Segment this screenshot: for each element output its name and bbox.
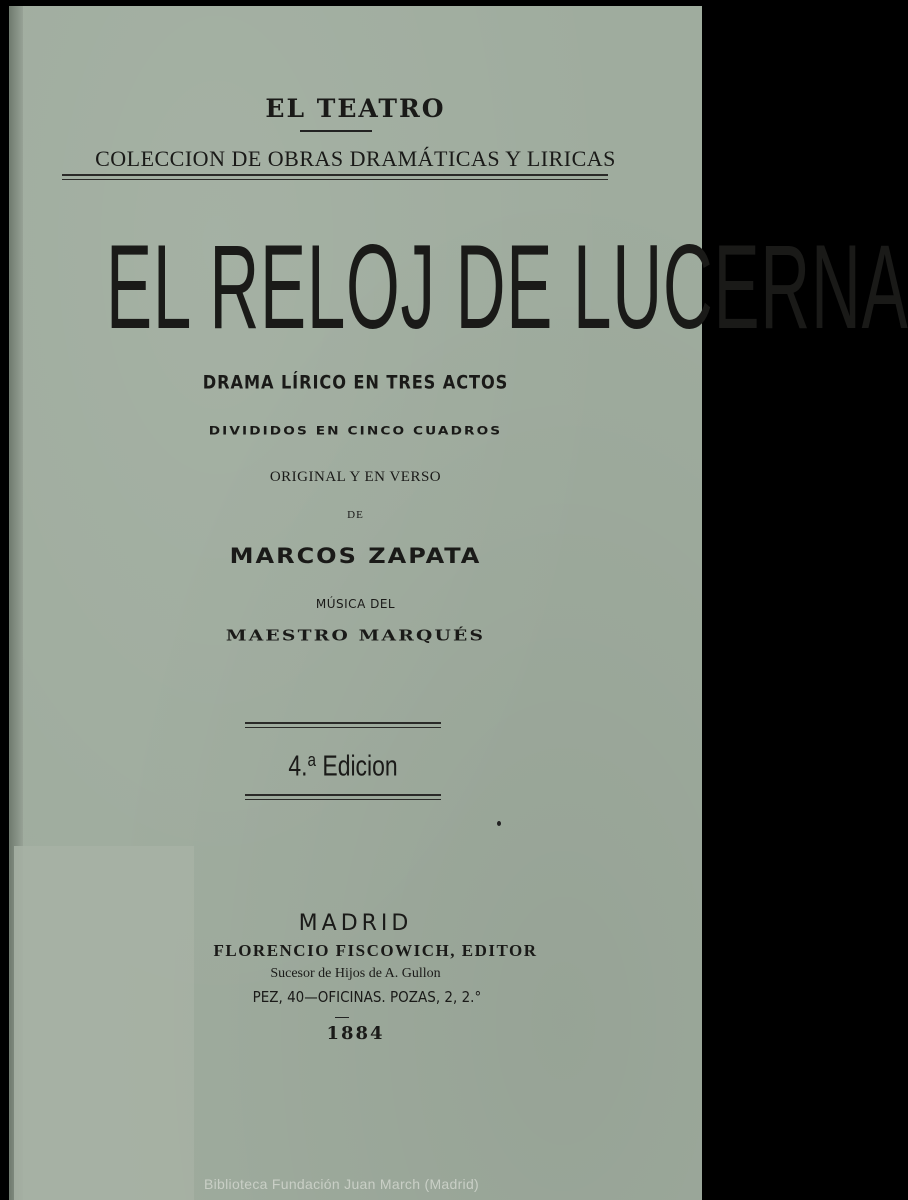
edition-ordinal: a [307,749,316,771]
title-page [9,6,908,1200]
composer-name: MAESTRO MARQUÉS [225,627,486,645]
work-genre: DRAMA LÍRICO EN TRES ACTOS [202,371,509,394]
header-double-rule [62,174,608,180]
edition-label [260,749,427,783]
imprint-publisher: FLORENCIO FISCOWICH, EDITOR [213,941,538,960]
imprint-address: PEZ, 40—OFICINAS. POZAS, 2, 2.° [252,988,482,1006]
edition-top-rule [245,722,441,728]
imprint-city: MADRID [298,911,413,936]
series-subtitle: COLECCION DE OBRAS DRAMÁTICAS Y LIRICAS [95,146,616,171]
year-rule [335,1017,349,1018]
edition-number: 4. [288,750,308,782]
work-original-note: ORIGINAL Y EN VERSO [269,469,442,485]
by-label: DE [347,509,364,521]
author-name: MARCOS ZAPATA [229,543,482,569]
imprint-successor: Sucesor de Hijos de A. Gullon [270,966,441,981]
work-divisions: DIVIDIDOS EN CINCO CUADROS [208,424,503,439]
series-title: EL TEATRO [265,94,446,123]
work-title: EL RELOJ DE LUCERNA [106,220,908,355]
imprint-year: 1884 [326,1023,385,1044]
library-watermark: Biblioteca Fundación Juan March (Madrid) [204,1176,480,1192]
ink-speck [497,821,501,826]
edition-text: Edicion [322,750,398,782]
edition-bottom-rule [245,794,441,800]
music-label: MÚSICA DEL [315,597,396,611]
series-short-rule [300,130,372,132]
